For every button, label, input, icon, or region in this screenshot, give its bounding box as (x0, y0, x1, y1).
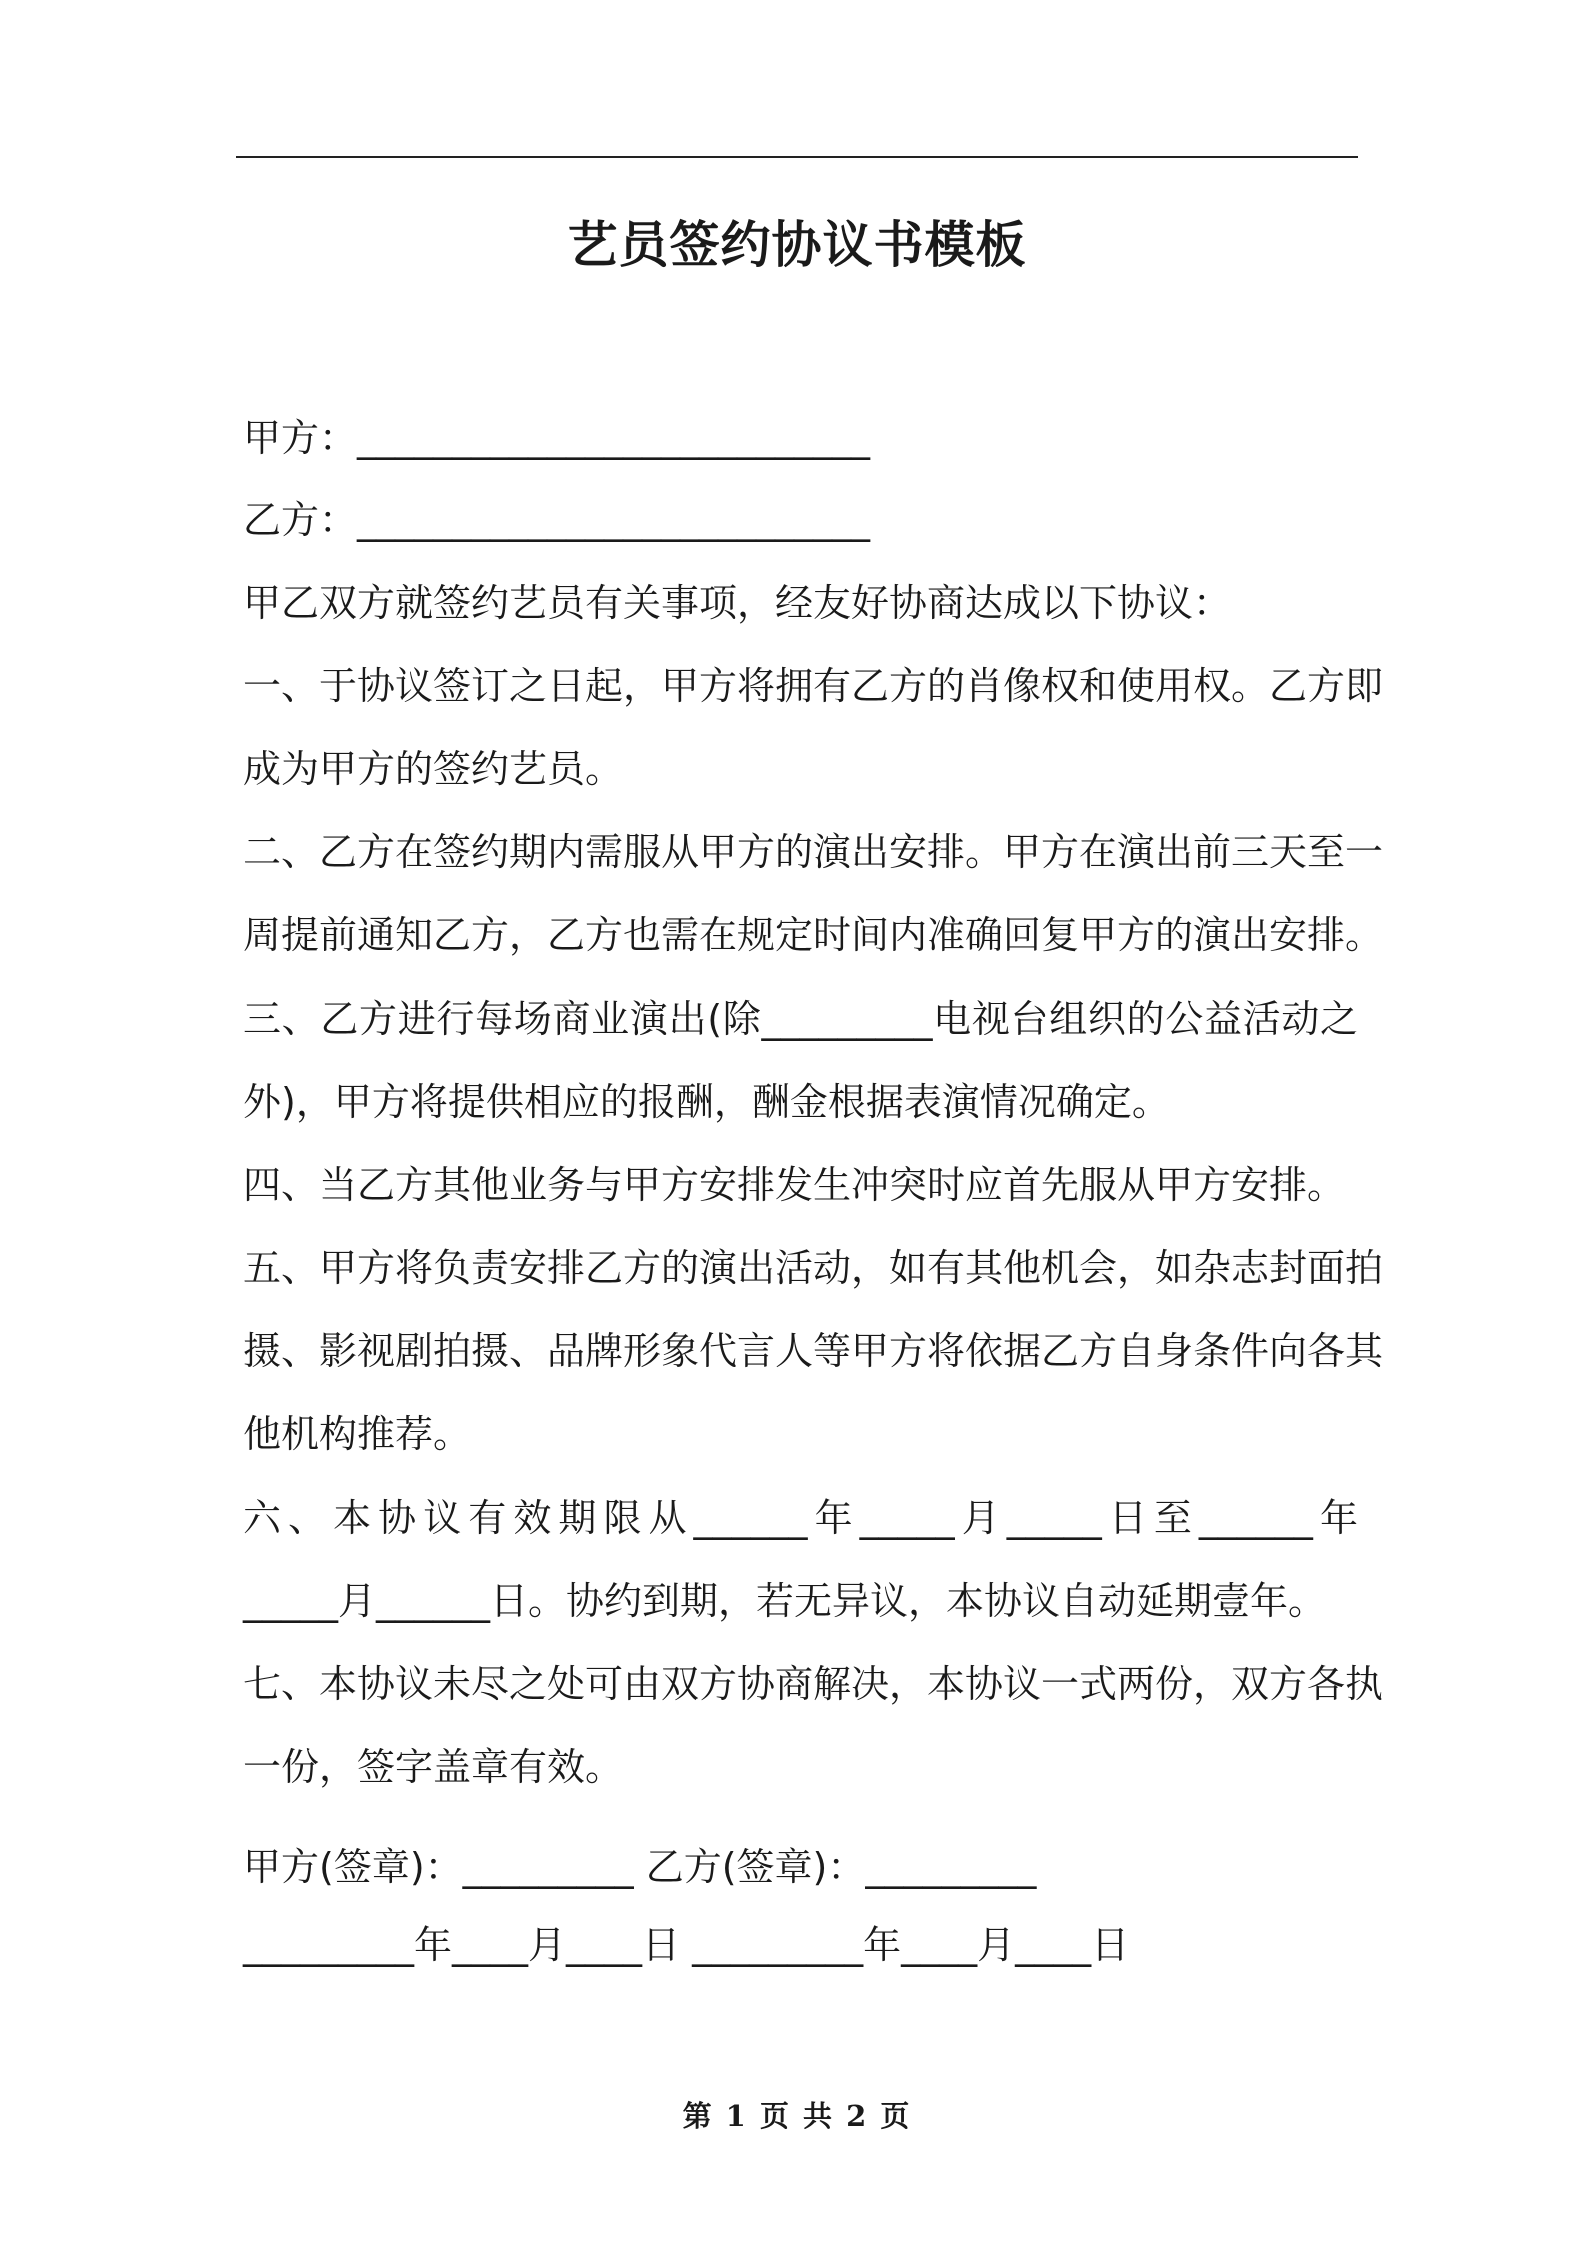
clause-5-line-1: 五、甲方将负责安排乙方的演出活动，如有其他机会，如杂志封面拍 (243, 1246, 1384, 1290)
party-a-line: 甲方：___________________________ (243, 416, 871, 460)
clause-5-line-3: 他机构推荐。 (243, 1412, 472, 1456)
clause-2-line-1: 二、乙方在签约期内需服从甲方的演出安排。甲方在演出前三天至一 (243, 830, 1384, 874)
document-title: 艺员签约协议书模板 (567, 216, 1027, 274)
clause-6-line-1: 六、本协议有效期限从______年_____月_____日至______年 (243, 1496, 1358, 1540)
clause-4-line-1: 四、当乙方其他业务与甲方安排发生冲突时应首先服从甲方安排。 (243, 1163, 1346, 1207)
party-b-line: 乙方：___________________________ (243, 498, 871, 542)
clause-3-line-1: 三、乙方进行每场商业演出(除_________电视台组织的公益活动之 (243, 997, 1358, 1041)
clause-5-line-2: 摄、影视剧拍摄、品牌形象代言人等甲方将依据乙方自身条件向各其 (243, 1329, 1384, 1373)
signature-date-line: _________年____月____日 _________年____月____日 (243, 1923, 1130, 1967)
clause-2-line-2: 周提前通知乙方，乙方也需在规定时间内准确回复甲方的演出安排。 (243, 913, 1384, 957)
page-number-footer: 第 1 页 共 2 页 (682, 2099, 912, 2133)
header-rule (236, 156, 1358, 158)
clause-7-line-2: 一份，签字盖章有效。 (243, 1745, 624, 1789)
signature-line: 甲方(签章)：_________ 乙方(签章)：_________ (243, 1845, 1037, 1889)
intro-paragraph: 甲乙双方就签约艺员有关事项，经友好协商达成以下协议： (243, 581, 1232, 625)
clause-1-line-2: 成为甲方的签约艺员。 (243, 747, 624, 791)
clause-7-line-1: 七、本协议未尽之处可由双方协商解决，本协议一式两份，双方各执 (243, 1662, 1384, 1706)
clause-1-line-1: 一、于协议签订之日起，甲方将拥有乙方的肖像权和使用权。乙方即 (243, 664, 1384, 708)
clause-6-line-2: _____月______日。协约到期，若无异议，本协议自动延期壹年。 (243, 1579, 1327, 1623)
clause-3-line-2: 外)，甲方将提供相应的报酬，酬金根据表演情况确定。 (243, 1080, 1170, 1124)
